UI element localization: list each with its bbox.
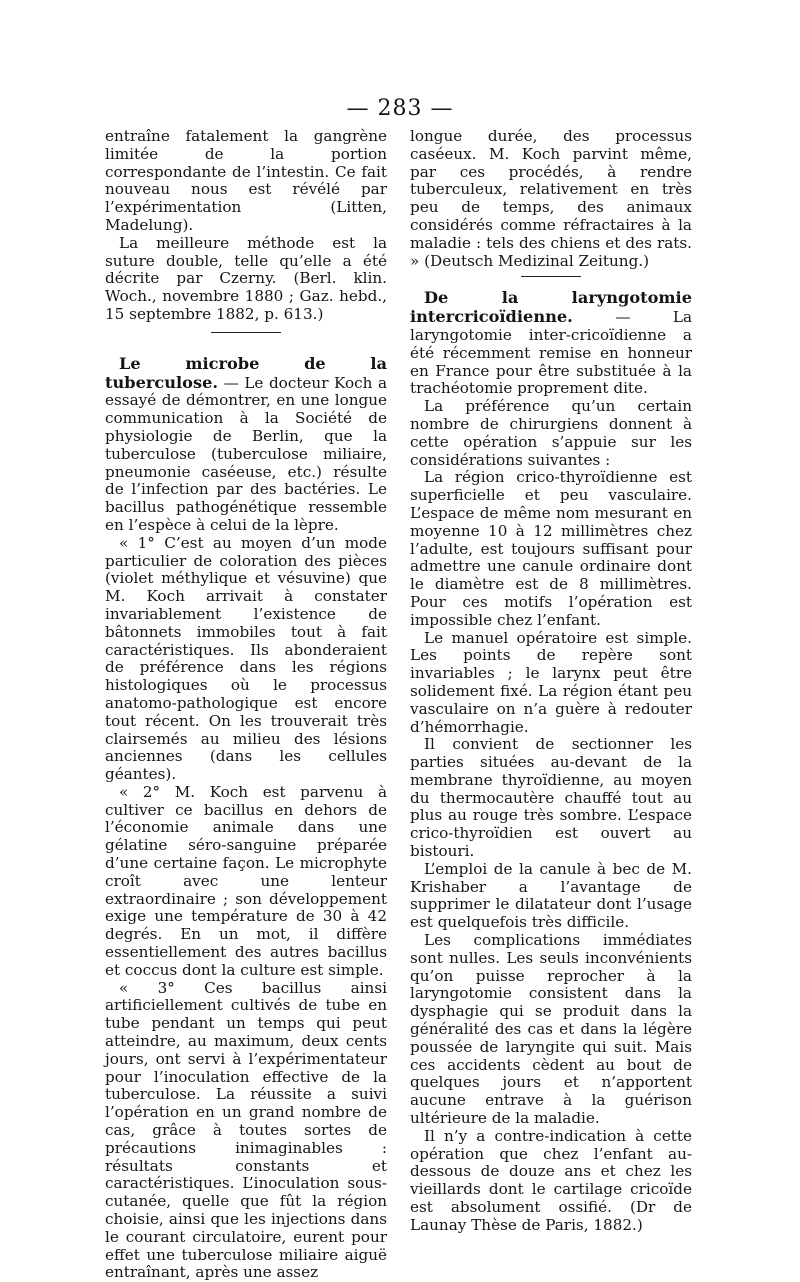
paragraph-text: — La laryngotomie inter-cricoïdienne a été récemment remise en honneur en France pour être substituée à la trachéotomie proprement dite. (410, 308, 692, 398)
paragraph: longue durée, des processus caséeux. M. Koch parvint même, par ces procédés, à rendre tuberculeux, relativement en très peu de temps, des animaux considérés comme réfractaires à la maladie : tels des chiens et des rats. » (Deutsch Medizinal Zeitung.) (410, 127, 692, 270)
paragraph: entraîne fatalement la gangrène limitée de la portion correspondante de l’intestin. Ce fait nouveau nous est révélé par l’expérimentation (Litten, Madelung). (105, 127, 387, 234)
section-heading: Le microbe de la tuberculose. (105, 353, 387, 392)
section-divider (211, 332, 281, 333)
paragraph: La région crico-thyroïdienne est superficielle et peu vasculaire. L’espace de même nom mesurant en moyenne 10 à 12 millimètres chez l’adulte, est toujours suffisant pour admettre une canule ordinaire dont le diamètre est de 8 millimètres. Pour ces motifs l’opération est impossible chez l’enfant. (410, 468, 692, 629)
paragraph: « 2° M. Koch est parvenu à cultiver ce bacillus en dehors de l’économie animale dans une gélatine séro-sanguine préparée d’une certaine façon. Le microphyte croît avec une lenteur extraordinaire ; son développement exige une température de 30 à 42 degrés. En un mot, il diffère essentiellement des autres bacillus et coccus dont la culture est simple. (105, 782, 387, 979)
right-column (410, 128, 692, 1235)
paragraph: La préférence qu’un certain nombre de chirurgiens donnent à cette opération s’appuie sur les considérations suivantes : (410, 397, 692, 469)
paragraph: « 3° Ces bacillus ainsi artificiellement cultivés de tube en tube pendant un temps qui peut atteindre, au maximum, deux cents jours, ont servi à l’expérimentateur pour l’inoculation effective de la tuberculose. La réussite a suivi l’opération en un grand nombre de cas, grâce à toutes sortes de précautions inimaginables : résultats constants et caractéristiques. L’inoculation sous-cutanée, quelle que fût la région choisie, ainsi que les injections dans le courant circulatoire, eurent pour effet une tuberculose miliaire aiguë entraînant, après une assez (105, 978, 387, 1282)
paragraph: Il convient de sectionner les parties situées au-devant de la membrane thyroïdienne, au moyen du thermocautère chauffé tout au plus au rouge très sombre. L’espace crico-thyroïdien est ouvert au bistouri. (410, 735, 692, 861)
section-paragraph (105, 355, 387, 535)
section-divider (521, 276, 581, 277)
section-heading: De la laryngotomie intercricoïdienne. (410, 288, 692, 327)
left-column (105, 128, 387, 1282)
paragraph: L’emploi de la canule à bec de M. Krishaber a l’avantage de supprimer le dilatateur dont l’usage est quelquefois très difficile. (410, 859, 692, 932)
paragraph: Il n’y a contre-indication à cette opération que chez l’enfant au-dessous de douze ans et chez les vieillards dont le cartilage cricoïde est absolument ossifié. (Dr de Launay Thèse de Paris, 1882.) (410, 1126, 692, 1234)
paragraph: Les complications immédiates sont nulles. Les seuls inconvénients qu’on puisse reprocher à la laryngotomie consistent dans la dysphagie qui se produit dans la généralité des cas et dans la légère poussée de laryngite qui suit. Mais ces accidents cèdent au bout de quelques jours et n’apportent aucune entrave à la guérison ultérieure de la maladie. (410, 931, 692, 1128)
paragraph: Le manuel opératoire est simple. Les points de repère sont invariables ; le larynx peut être solidement fixé. La région étant peu vasculaire on n’a guère à redouter d’hémorrhagie. (410, 628, 692, 736)
paragraph: La meilleure méthode est la suture double, telle qu’elle a été décrite par Czerny. (Berl. klin. Woch., novembre 1880 ; Gaz. hebd., 15 septembre 1882, p. 613.) (105, 233, 387, 323)
paragraph: « 1° C’est au moyen d’un mode particulier de coloration des pièces (violet méthylique et vésuvine) que M. Koch arrivait à constater invariablement l’existence de bâtonnets immobiles tout à fait caractéristiques. Ils abonderaient de préférence dans les régions histologiques où le processus anatomo-pathologique est encore tout récent. On les trouverait très clairsemés au milieu des lésions anciennes (dans les cellules géantes). (105, 533, 387, 784)
section-paragraph (410, 289, 692, 398)
page-number: — 283 — (346, 96, 454, 121)
paragraph-text: — Le docteur Koch a essayé de démontrer, en une longue communication à la Société de physiologie de Berlin, que la tuberculose (tuberculose miliaire, pneumonie caséeuse, etc.) résulte de l’infection par des bactéries. Le bacillus pathogénétique ressemble en l’espèce à celui de la lèpre. (105, 373, 387, 534)
